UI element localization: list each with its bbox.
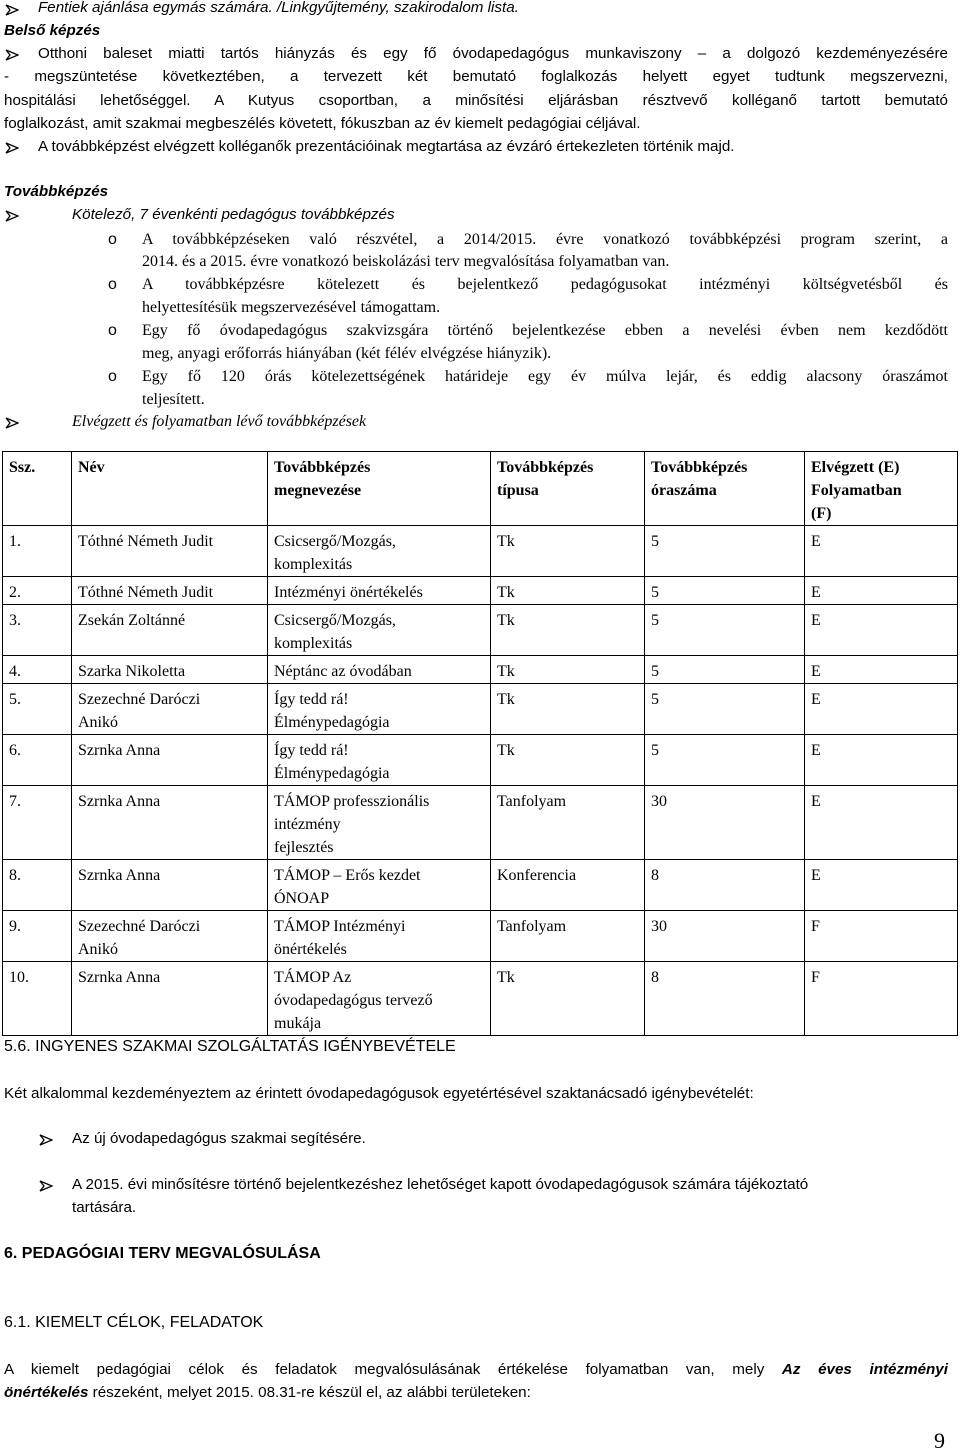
status-cell: E: [805, 605, 958, 656]
arrow-bullet-icon: [4, 0, 22, 20]
arrow-bullet-icon: [38, 1176, 56, 1196]
belso-p1-line1: Otthoni baleset miatti tartós hiányzás és egy fő óvodapedagógus munkaviszony – a dolgozó kezdeményezésére: [38, 45, 948, 62]
kotelezo-subtitle: Kötelező, 7 évenkénti pedagógus továbbképzés: [72, 206, 395, 223]
section61-para-line1: A kiemelt pedagógiai célok és feladatok megvalósulásának értékelése folyamatban van, mely Az éves intézményi: [4, 1361, 948, 1378]
header-nev: Név: [72, 452, 268, 526]
training-type-cell: Tanfolyam: [491, 911, 645, 962]
section61-title: 6.1. KIEMELT CÉLOK, FELADATOK: [4, 1314, 264, 1331]
training-hours-cell: 5: [645, 735, 805, 786]
belso-p1-line4: foglalkozást, amit szakmai megbeszélés követett, fókuszban az év kiemelt pedagógiai céljával.: [4, 115, 641, 132]
name-cell: Szrnka Anna: [72, 962, 268, 1036]
training-hours-cell: 5: [645, 656, 805, 684]
training-name-cell: Intézményi önértékelés: [268, 577, 491, 605]
name-cell: Szrnka Anna: [72, 735, 268, 786]
table-row: [3, 962, 958, 1036]
section56-item2-line1: A 2015. évi minősítésre történő bejelentkezéshez lehetőséget kapott óvodapedagógusok számára tájékoztató: [72, 1176, 809, 1193]
training-type-cell: Tk: [491, 656, 645, 684]
status-cell: F: [805, 962, 958, 1036]
training-hours-cell: 8: [645, 962, 805, 1036]
training-type-cell: Tk: [491, 526, 645, 577]
training-table: [2, 451, 958, 1036]
training-type-cell: Tk: [491, 962, 645, 1036]
section61-para-line2: önértékelés részeként, melyet 2015. 08.31-re készül el, az alábbi területeken:: [4, 1384, 531, 1401]
arrow-bullet-icon: [4, 138, 22, 158]
table-header-row: [3, 452, 958, 526]
belso-p2: A továbbképzést elvégzett kolléganők prezentációinak megtartása az évzáró értekezleten történik majd.: [38, 138, 735, 155]
training-name-cell: Így tedd rá! Élménypedagógia: [268, 735, 491, 786]
bullet3-line1: Egy fő óvodapedagógus szakvizsgára történő bejelentkezése ebben a nevelési évben nem kezdődött: [142, 322, 948, 339]
training-name-cell: Csicsergő/Mozgás, komplexitás: [268, 526, 491, 577]
circle-bullet-icon: o: [108, 322, 117, 339]
bullet3-line2: meg, anyagi erőforrás hiányában (két félév elvégzése hiányzik).: [142, 345, 552, 362]
status-cell: F: [805, 911, 958, 962]
table-row: [3, 735, 958, 786]
table-body: [3, 526, 958, 1036]
ssz-cell: 10.: [3, 962, 72, 1036]
name-cell: Szarka Nikoletta: [72, 656, 268, 684]
training-hours-cell: 5: [645, 526, 805, 577]
tovabbkepzes-title: Továbbképzés: [4, 183, 109, 200]
table-row: [3, 605, 958, 656]
table-row: [3, 656, 958, 684]
training-type-cell: Tk: [491, 684, 645, 735]
training-hours-cell: 5: [645, 684, 805, 735]
belso-p1-line2: - megszüntetése következtében, a tervezett két bemutató foglalkozás helyett egyet tudtunk megszervezni,: [4, 68, 948, 85]
training-name-cell: TÁMOP Intézményi önértékelés: [268, 911, 491, 962]
name-cell: Tóthné Németh Judit: [72, 526, 268, 577]
belso-p1-line3: hospitálási lehetőséggel. A Kutyus csoportban, a minősítési eljárásban résztvevő kolléganő tartott bemutató: [4, 92, 948, 109]
ssz-cell: 7.: [3, 786, 72, 860]
section56-title: 5.6. INGYENES SZAKMAI SZOLGÁLTATÁS IGÉNYBEVÉTELE: [4, 1038, 456, 1055]
header-oraszam: Továbbképzés óraszáma: [645, 452, 805, 526]
table-row: [3, 786, 958, 860]
name-cell: Szrnka Anna: [72, 860, 268, 911]
ssz-cell: 9.: [3, 911, 72, 962]
training-type-cell: Tk: [491, 735, 645, 786]
training-hours-cell: 30: [645, 786, 805, 860]
bullet1-line2: 2014. és a 2015. évre vonatkozó beiskolázási terv megvalósítása folyamatban van.: [142, 253, 670, 270]
training-hours-cell: 5: [645, 605, 805, 656]
training-hours-cell: 30: [645, 911, 805, 962]
arrow-bullet-icon: [4, 206, 22, 226]
status-cell: E: [805, 526, 958, 577]
training-name-cell: Így tedd rá! Élménypedagógia: [268, 684, 491, 735]
ssz-cell: 6.: [3, 735, 72, 786]
bullet2-line2: helyettesítésük megszervezésével támogattam.: [142, 299, 441, 316]
bullet4-line1: Egy fő 120 órás kötelezettségének határideje egy év múlva lejár, és eddig alacsony óraszámot: [142, 368, 948, 385]
elvegzett-subtitle: Elvégzett és folyamatban lévő továbbképzések: [72, 413, 367, 430]
training-type-cell: Konferencia: [491, 860, 645, 911]
section56-item1: Az új óvodapedagógus szakmai segítésére.: [72, 1130, 366, 1147]
circle-bullet-icon: o: [108, 276, 117, 293]
header-allapot: Elvégzett (E) Folyamatban (F): [805, 452, 958, 526]
section6-title: 6. PEDAGÓGIAI TERV MEGVALÓSULÁSA: [4, 1245, 321, 1262]
name-cell: Szrnka Anna: [72, 786, 268, 860]
section56-text: Két alkalommal kezdeményeztem az érintett óvodapedagógusok egyetértésével szaktanácsadó igénybevételét:: [4, 1085, 754, 1102]
name-cell: Tóthné Németh Judit: [72, 577, 268, 605]
training-name-cell: TÁMOP – Erős kezdet ÓNOAP: [268, 860, 491, 911]
arrow-bullet-icon: [4, 45, 22, 65]
table-row: [3, 911, 958, 962]
status-cell: E: [805, 684, 958, 735]
name-cell: Szezechné Daróczi Anikó: [72, 684, 268, 735]
bullet1-line1: A továbbképzéseken való részvétel, a 2014/2015. évre vonatkozó továbbképzési program szerint, a: [142, 231, 948, 248]
ssz-cell: 3.: [3, 605, 72, 656]
header-ssz: Ssz.: [3, 452, 72, 526]
belso-kepzes-title: Belső képzés: [4, 22, 101, 39]
training-type-cell: Tk: [491, 577, 645, 605]
circle-bullet-icon: o: [108, 368, 117, 385]
ssz-cell: 2.: [3, 577, 72, 605]
section56-item2-line2: tartására.: [72, 1199, 137, 1216]
bullet2-line1: A továbbképzésre kötelezett és bejelentkező pedagógusokat intézményi költségvetésből és: [142, 276, 948, 293]
training-name-cell: TÁMOP professzionális intézmény fejlesztés: [268, 786, 491, 860]
table-row: [3, 577, 958, 605]
table-row: [3, 684, 958, 735]
arrow-bullet-icon: [38, 1130, 56, 1150]
intro-line: Fentiek ajánlása egymás számára. /Linkgyűjtemény, szakirodalom lista.: [38, 0, 519, 16]
training-name-cell: Néptánc az óvodában: [268, 656, 491, 684]
training-type-cell: Tanfolyam: [491, 786, 645, 860]
training-type-cell: Tk: [491, 605, 645, 656]
header-tipus: Továbbképzés típusa: [491, 452, 645, 526]
bullet4-line2: teljesített.: [142, 391, 205, 408]
status-cell: E: [805, 735, 958, 786]
page-number: 9: [934, 1428, 945, 1453]
name-cell: Szezechné Daróczi Anikó: [72, 911, 268, 962]
table-row: [3, 860, 958, 911]
circle-bullet-icon: o: [108, 231, 117, 248]
arrow-bullet-icon: [4, 413, 22, 433]
ssz-cell: 1.: [3, 526, 72, 577]
status-cell: E: [805, 577, 958, 605]
training-hours-cell: 5: [645, 577, 805, 605]
status-cell: E: [805, 656, 958, 684]
header-megnevezes: Továbbképzés megnevezése: [268, 452, 491, 526]
status-cell: E: [805, 786, 958, 860]
table-row: [3, 526, 958, 577]
training-hours-cell: 8: [645, 860, 805, 911]
ssz-cell: 4.: [3, 656, 72, 684]
ssz-cell: 5.: [3, 684, 72, 735]
training-name-cell: Csicsergő/Mozgás, komplexitás: [268, 605, 491, 656]
ssz-cell: 8.: [3, 860, 72, 911]
name-cell: Zsekán Zoltánné: [72, 605, 268, 656]
training-name-cell: TÁMOP Az óvodapedagógus tervező mukája: [268, 962, 491, 1036]
status-cell: E: [805, 860, 958, 911]
